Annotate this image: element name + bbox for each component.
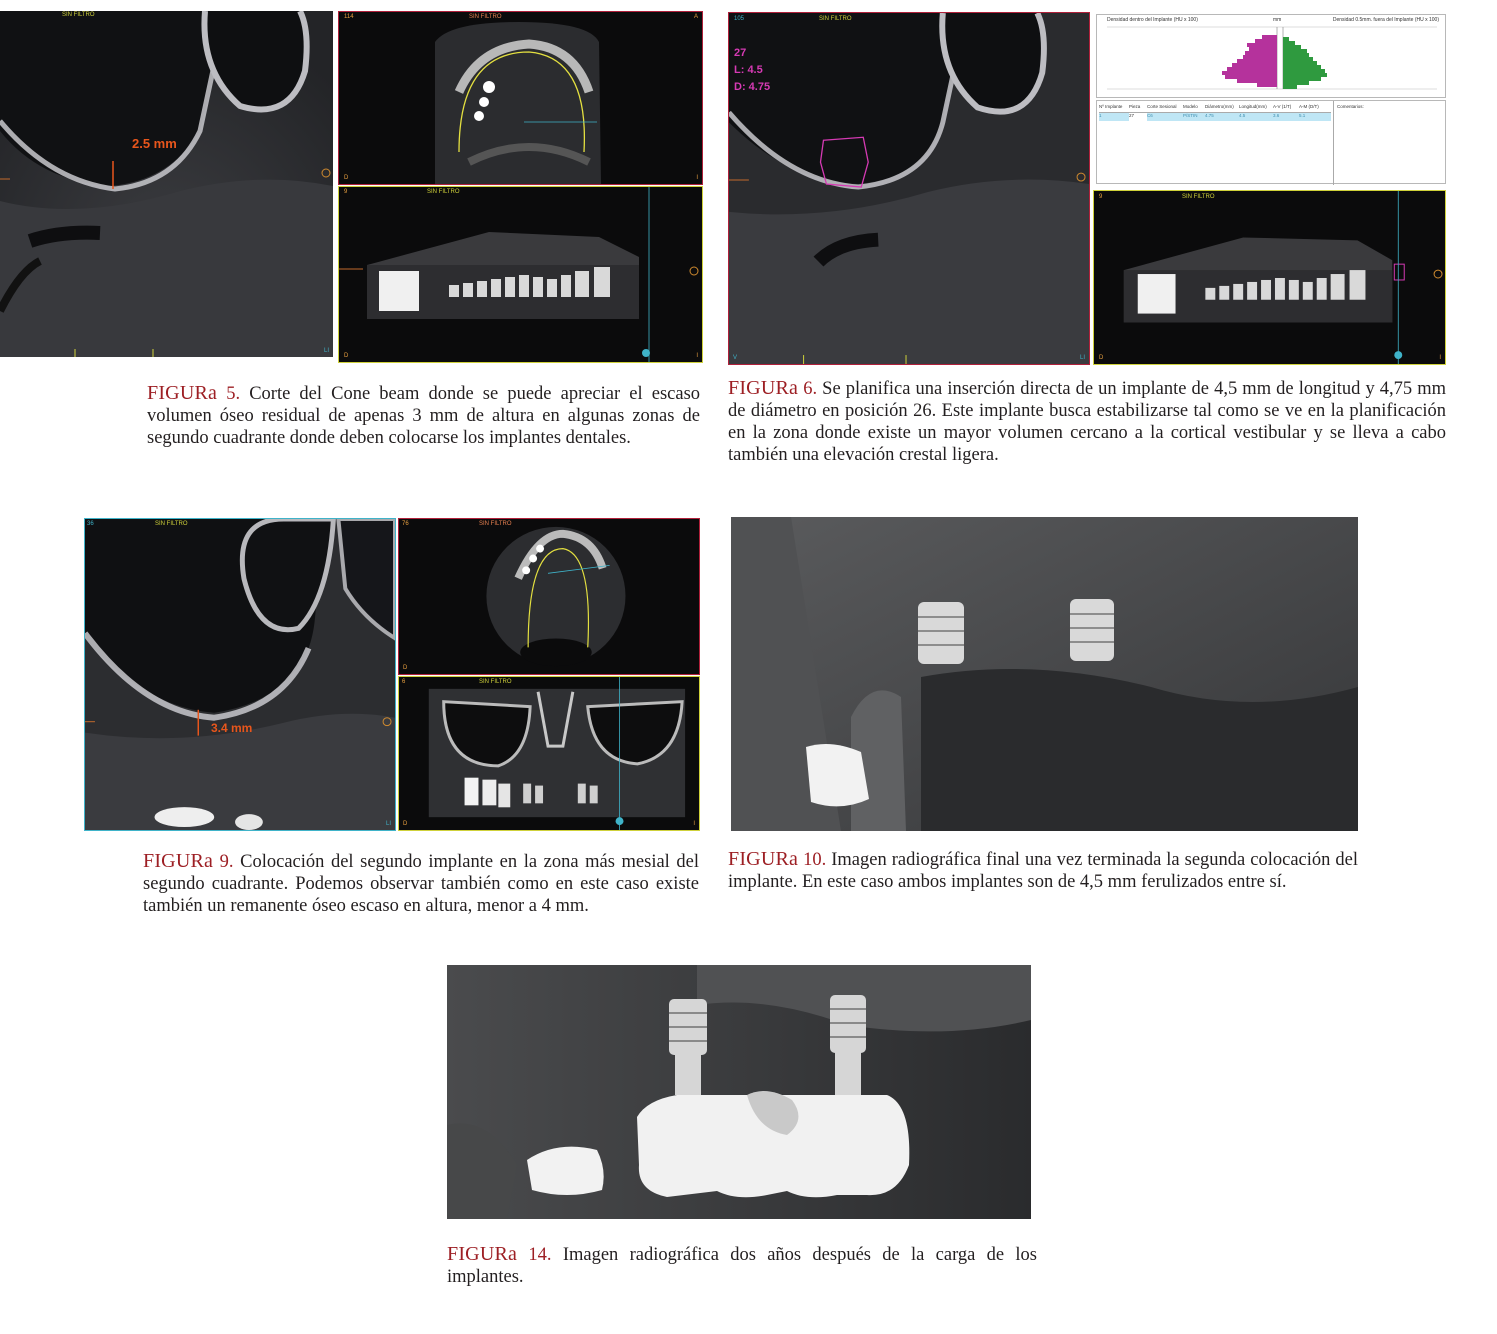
fig9-axial-image xyxy=(398,518,700,675)
fig6-overlay-tooth: 27 xyxy=(734,47,747,59)
fig10-caption-text: Imagen radiográfica final una vez terminada la segunda colocación del implante. En este caso ambos implantes son de 4,5 mm ferulizados entre sí. xyxy=(728,850,1358,892)
fig6-sagittal-image xyxy=(728,12,1090,365)
fig10-caption xyxy=(728,848,1358,893)
fig9-coronal-image xyxy=(398,676,700,831)
fig6-td-pieza[interactable]: 27 xyxy=(1129,113,1147,121)
fig5-caption-label: FIGURa xyxy=(147,382,218,404)
fig5-axial-header: SIN FILTRO xyxy=(469,14,502,20)
fig9-axial-d: D xyxy=(403,665,408,671)
fig6-th-am: A-M (D/T) xyxy=(1299,104,1319,109)
fig6-pano-index: 9 xyxy=(1099,194,1103,200)
fig5-axial-corner: A xyxy=(693,14,698,20)
fig6-hist-right-title: Densidad 0.5mm. fuera del Implante (HU x 100) xyxy=(1332,17,1439,23)
fig6-table-divider xyxy=(1333,101,1334,185)
fig6-main-header: SIN FILTRO xyxy=(819,16,852,22)
fig6-pano-header: SIN FILTRO xyxy=(1182,194,1215,200)
fig6-th-implant: Nº Implante xyxy=(1099,104,1123,109)
fig9-cor-header: SIN FILTRO xyxy=(479,679,512,685)
fig5-panoramic-image xyxy=(338,186,703,363)
fig6-td-corte: C6 xyxy=(1147,113,1153,118)
fig10-radiograph xyxy=(731,517,1358,831)
fig6-hist-unit: mm xyxy=(1273,17,1282,23)
fig6-main-index: 105 xyxy=(734,16,745,22)
fig6-th-corte: Corte Sesional xyxy=(1147,104,1177,109)
fig5-caption-text: Corte del Cone beam donde se puede apreciar el escaso volumen óseo residual de apenas 3 mm de altura en algunas zonas de segundo cuadrante donde deben colocarse los implantes dentales. xyxy=(147,384,701,448)
fig5-caption xyxy=(147,382,700,449)
fig9-cor-i: I xyxy=(693,821,695,827)
fig6-table-header-row xyxy=(1099,104,1331,113)
fig6-table-row[interactable] xyxy=(1099,113,1331,121)
fig14-caption-number: 14. xyxy=(528,1245,552,1265)
fig5-pano-i: I xyxy=(696,353,698,359)
fig6-td-longitud: 4.5 xyxy=(1239,113,1246,118)
fig9-caption-label: FIGURa xyxy=(143,850,214,872)
fig6-td-av: 3.6 xyxy=(1273,113,1280,118)
fig6-panoramic-image xyxy=(1093,190,1446,365)
fig6-corner-li: LI xyxy=(1079,355,1085,361)
fig9-caption-number: 9. xyxy=(219,852,234,872)
fig9-cor-d: D xyxy=(403,821,408,827)
fig10-caption-number: 10. xyxy=(803,850,827,870)
fig6-caption-text: Se planifica una inserción directa de un implante de 4,5 mm de longitud y 4,75 mm de diámetro en posición 26. Este implante busca estabilizarse tal como se ve en la planificación en la zona donde existe un mayor volumen cercano a la cortical vestibular y se lleva a cabo también una elevación crestal ligera. xyxy=(728,379,1447,465)
fig9-sagittal-image xyxy=(84,518,396,831)
fig14-caption-text: Imagen radiográfica dos años después de la carga de los implantes. xyxy=(447,1245,1038,1287)
fig9-measurement: 3.4 mm xyxy=(211,721,253,735)
fig5-pano-d: D xyxy=(344,353,349,359)
fig5-measurement: 2.5 mm xyxy=(132,136,177,151)
fig6-overlay-diameter: D: 4.75 xyxy=(734,81,771,93)
fig9-corner-li: LI xyxy=(385,821,391,827)
fig5-caption-number: 5. xyxy=(226,384,241,404)
fig5-main-header: SIN FILTRO xyxy=(62,12,95,18)
fig5-axial-image xyxy=(338,11,703,185)
fig6-pano-d: D xyxy=(1099,355,1104,361)
fig6-overlay-length: L: 4.5 xyxy=(734,64,763,76)
fig6-th-diametro: Diámetro(mm) xyxy=(1205,104,1234,109)
fig5-sagittal-image xyxy=(0,11,333,357)
fig6-td-implant: 1 xyxy=(1099,113,1102,118)
fig6-hist-left-title: Densidad dentro del Implante (HU x 100) xyxy=(1107,17,1198,23)
fig6-comments-label: Comentarios: xyxy=(1337,104,1364,109)
fig6-caption xyxy=(728,377,1446,466)
fig9-main-index: 36 xyxy=(87,521,94,527)
fig6-th-pieza: Pieza xyxy=(1129,104,1141,109)
fig9-axial-header: SIN FILTRO xyxy=(479,521,512,527)
fig6-histogram-panel xyxy=(1096,14,1446,98)
fig6-td-am: 5.1 xyxy=(1299,113,1306,118)
fig9-caption xyxy=(143,850,699,917)
fig6-caption-label: FIGURa xyxy=(728,377,799,399)
fig5-corner-li: LI xyxy=(323,348,329,354)
fig9-axial-index: 76 xyxy=(402,521,409,527)
fig6-th-longitud: Longitud(mm) xyxy=(1239,104,1267,109)
fig6-implant-table xyxy=(1096,100,1446,184)
fig5-pano-header: SIN FILTRO xyxy=(427,189,460,195)
fig5-axial-i: I xyxy=(696,175,698,181)
fig9-main-header: SIN FILTRO xyxy=(155,521,188,527)
fig9-cor-index: 6 xyxy=(402,679,406,685)
fig6-caption-number: 6. xyxy=(803,379,818,399)
fig5-pano-index: 9 xyxy=(344,189,348,195)
fig6-th-modelo: Modelo xyxy=(1183,104,1198,109)
fig10-caption-label: FIGURa xyxy=(728,848,799,870)
fig5-axial-d: D xyxy=(344,175,349,181)
fig14-radiograph xyxy=(447,965,1031,1219)
fig6-th-av: A-V (1/T) xyxy=(1273,104,1292,109)
fig14-caption-label: FIGURa xyxy=(447,1243,518,1265)
fig6-td-modelo: P/STIN xyxy=(1183,113,1198,118)
fig14-caption xyxy=(447,1243,1037,1288)
fig9-caption-text: Colocación del segundo implante en la zona más mesial del segundo cuadrante. Podemos observar también como en este caso existe también un remanente óseo escaso en altura, menor a 4 mm. xyxy=(143,852,699,916)
fig6-td-diametro: 4.75 xyxy=(1205,113,1214,118)
fig6-corner-v: V xyxy=(733,355,738,361)
fig5-axial-index: 114 xyxy=(344,14,354,20)
fig6-pano-i: I xyxy=(1439,355,1441,361)
